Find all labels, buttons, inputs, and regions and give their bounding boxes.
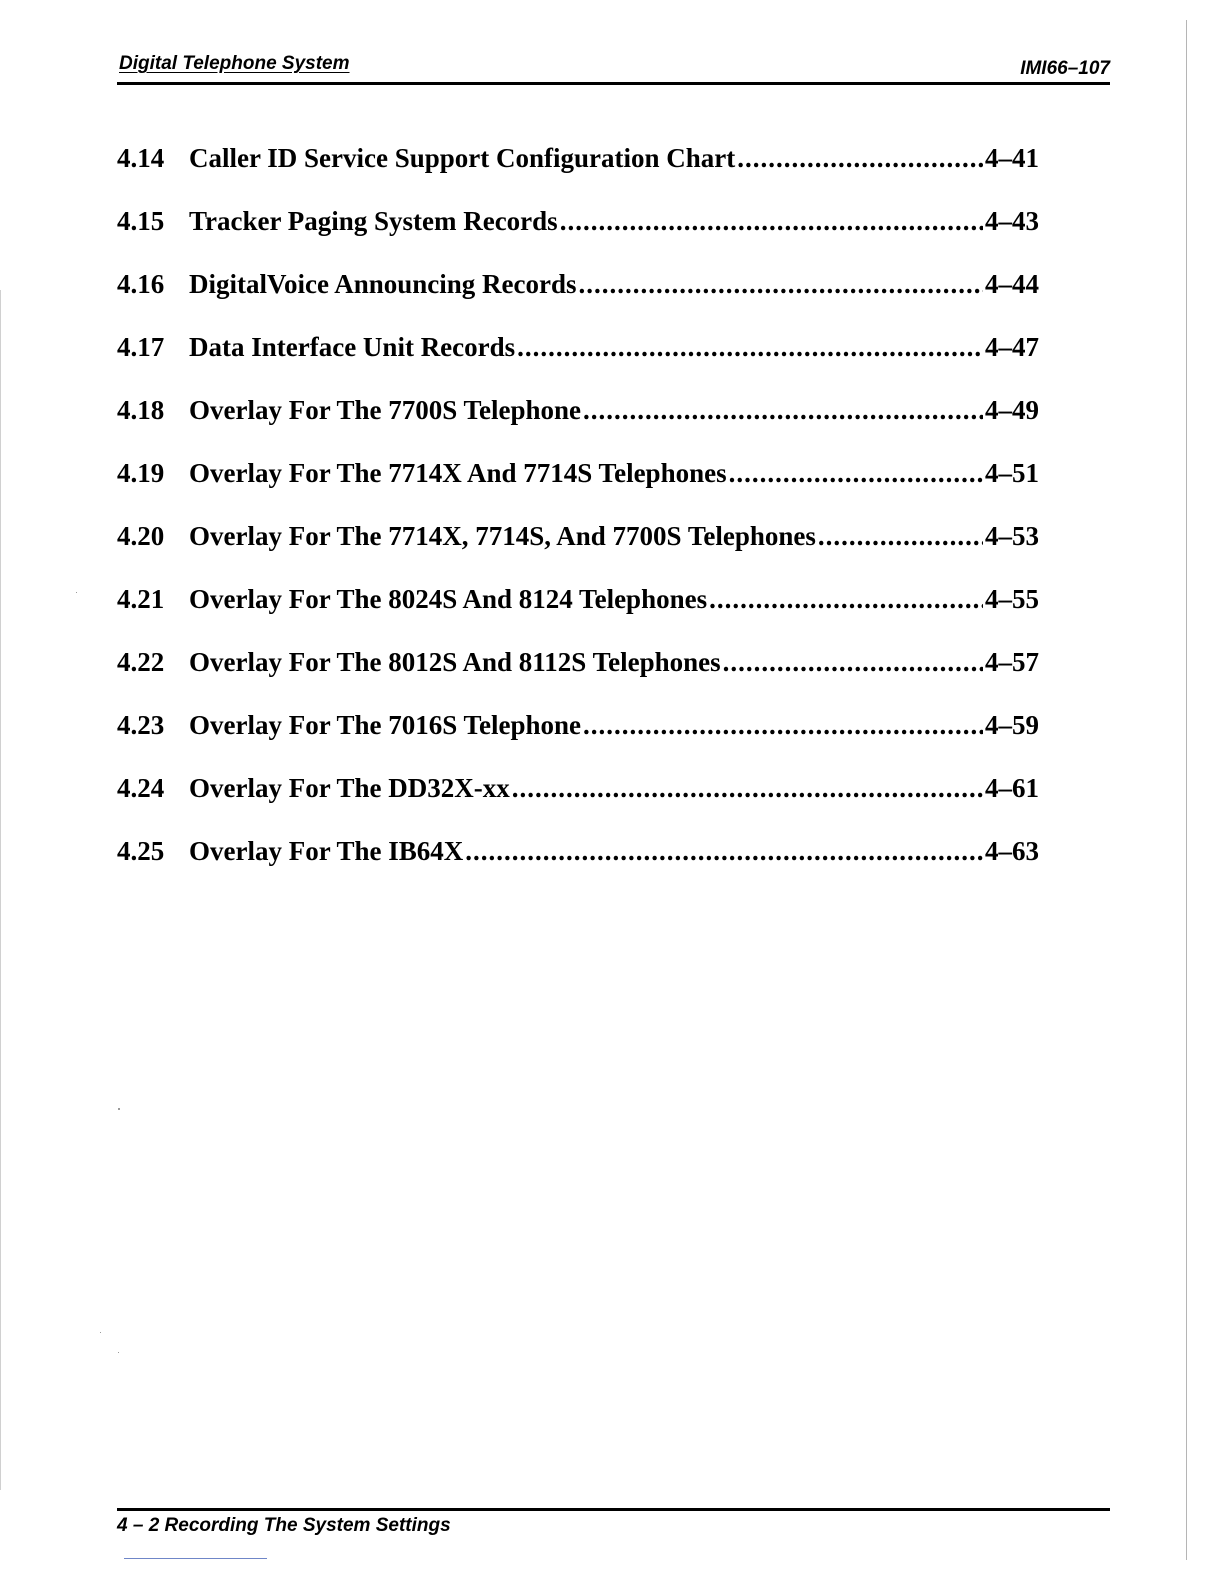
- toc-entry[interactable]: [117, 332, 1039, 395]
- toc-entry-number: 4.19: [117, 458, 165, 488]
- page-edge-right: [1186, 20, 1187, 1560]
- toc-entry[interactable]: [117, 458, 1039, 521]
- toc-entry-page: 4–53: [985, 521, 1039, 551]
- toc-entry-number: 4.25: [117, 836, 165, 866]
- toc-entry[interactable]: [117, 584, 1039, 647]
- page-footer: [117, 1508, 1110, 1536]
- toc-dot-leader: [560, 206, 983, 237]
- toc-entry[interactable]: [117, 521, 1039, 584]
- toc-dot-leader: [583, 710, 983, 741]
- toc-entry[interactable]: [117, 647, 1039, 710]
- table-of-contents: [117, 143, 1039, 899]
- toc-entry-number: 4.16: [117, 269, 165, 299]
- toc-entry-title: Overlay For The 7714X, 7714S, And 7700S Telephones: [189, 521, 816, 551]
- toc-entry-title: Overlay For The DD32X-xx: [189, 773, 510, 803]
- toc-entry-page: 4–49: [985, 395, 1039, 425]
- page-header: [117, 52, 1110, 85]
- toc-dot-leader: [818, 521, 983, 552]
- footer-page-label: 4 – 2 Recording The System Settings: [117, 1515, 451, 1536]
- toc-dot-leader: [583, 395, 983, 426]
- toc-entry-title: Overlay For The IB64X: [189, 836, 464, 866]
- header-document-code: IMI66–107: [1020, 58, 1110, 79]
- scan-speck: [76, 592, 77, 593]
- toc-entry-title: Overlay For The 7016S Telephone: [189, 710, 582, 740]
- scan-speck: [118, 1108, 120, 1110]
- toc-entry[interactable]: [117, 710, 1039, 773]
- toc-entry-number: 4.21: [117, 584, 165, 614]
- toc-entry-number: 4.24: [117, 773, 165, 803]
- toc-entry-number: 4.15: [117, 206, 165, 236]
- toc-entry-title: Data Interface Unit Records: [189, 332, 516, 362]
- toc-entry-title: Overlay For The 7700S Telephone: [189, 395, 582, 425]
- toc-entry-number: 4.18: [117, 395, 165, 425]
- toc-entry-number: 4.22: [117, 647, 165, 677]
- toc-entry[interactable]: [117, 143, 1039, 206]
- toc-entry-title: Tracker Paging System Records: [189, 206, 558, 236]
- toc-entry-page: 4–55: [985, 584, 1039, 614]
- page-edge-left: [0, 290, 1, 1490]
- toc-entry-page: 4–44: [985, 269, 1039, 299]
- toc-entry[interactable]: [117, 836, 1039, 899]
- scan-speck: [118, 1352, 119, 1353]
- toc-entry-page: 4–41: [985, 143, 1039, 173]
- toc-entry-page: 4–51: [985, 458, 1039, 488]
- footer-link-underline: [124, 1558, 267, 1559]
- toc-entry-title: Caller ID Service Support Configuration Chart: [189, 143, 736, 173]
- toc-dot-leader: [723, 647, 983, 678]
- toc-dot-leader: [709, 584, 983, 615]
- toc-entry-page: 4–59: [985, 710, 1039, 740]
- toc-dot-leader: [512, 773, 983, 804]
- toc-entry-title: Overlay For The 8012S And 8112S Telephones: [189, 647, 721, 677]
- toc-entry-number: 4.20: [117, 521, 165, 551]
- toc-entry-page: 4–57: [985, 647, 1039, 677]
- toc-entry[interactable]: [117, 269, 1039, 332]
- scan-speck: [100, 1332, 101, 1333]
- toc-entry-page: 4–43: [985, 206, 1039, 236]
- header-document-title: Digital Telephone System: [119, 53, 350, 74]
- toc-entry-page: 4–61: [985, 773, 1039, 803]
- toc-entry-number: 4.14: [117, 143, 165, 173]
- toc-entry-title: Overlay For The 7714X And 7714S Telephones: [189, 458, 727, 488]
- toc-entry-page: 4–47: [985, 332, 1039, 362]
- toc-entry-page: 4–63: [985, 836, 1039, 866]
- toc-entry-number: 4.23: [117, 710, 165, 740]
- toc-entry[interactable]: [117, 395, 1039, 458]
- toc-dot-leader: [465, 836, 983, 867]
- toc-dot-leader: [517, 332, 983, 363]
- toc-entry-title: Overlay For The 8024S And 8124 Telephones: [189, 584, 708, 614]
- toc-dot-leader: [737, 143, 983, 174]
- toc-dot-leader: [579, 269, 983, 300]
- toc-entry-title: DigitalVoice Announcing Records: [189, 269, 577, 299]
- toc-entry[interactable]: [117, 773, 1039, 836]
- toc-entry[interactable]: [117, 206, 1039, 269]
- toc-entry-number: 4.17: [117, 332, 165, 362]
- toc-dot-leader: [729, 458, 983, 489]
